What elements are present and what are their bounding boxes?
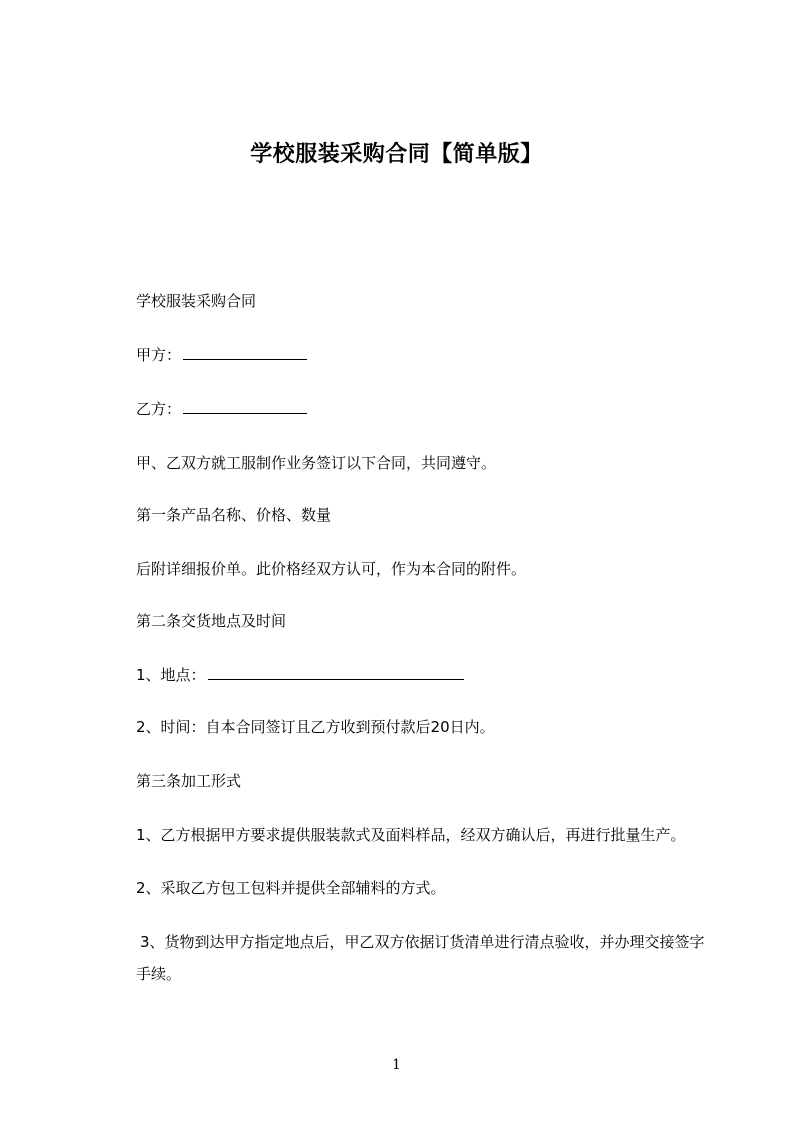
- article-3-heading: 第三条加工形式: [136, 772, 242, 790]
- agreement-statement: 甲、乙双方就工服制作业务签订以下合同，共同遵守。: [136, 454, 497, 472]
- party-a-line: [136, 344, 307, 366]
- party-b-blank: [183, 399, 307, 414]
- contract-heading: 学校服装采购合同: [136, 292, 257, 310]
- party-b-label: 乙方：: [136, 400, 182, 418]
- location-blank: [208, 665, 464, 680]
- party-b-line: [136, 398, 307, 420]
- location-label: 1、地点：: [136, 666, 206, 684]
- location-line: [136, 664, 464, 686]
- article-1-heading: 第一条产品名称、价格、数量: [136, 506, 332, 524]
- processing-clause-3: 3、货物到达甲方指定地点后，甲乙双方依据订货清单进行清点验收，并办理交接签字手续。: [136, 933, 705, 983]
- page-number: 1: [392, 1057, 401, 1073]
- party-a-blank: [183, 345, 307, 360]
- processing-clause-2: 2、采取乙方包工包料并提供全部辅料的方式。: [136, 879, 446, 897]
- processing-clause-1: 1、乙方根据甲方要求提供服装款式及面料样品，经双方确认后，再进行批量生产。: [136, 826, 686, 844]
- document-title: 学校服装采购合同【简单版】: [250, 142, 543, 167]
- article-1-text: 后附详细报价单。此价格经双方认可，作为本合同的附件。: [136, 560, 527, 578]
- time-clause: 2、时间：自本合同签订且乙方收到预付款后20日内。: [136, 718, 495, 736]
- party-a-label: 甲方：: [136, 346, 182, 364]
- article-2-heading: 第二条交货地点及时间: [136, 612, 287, 630]
